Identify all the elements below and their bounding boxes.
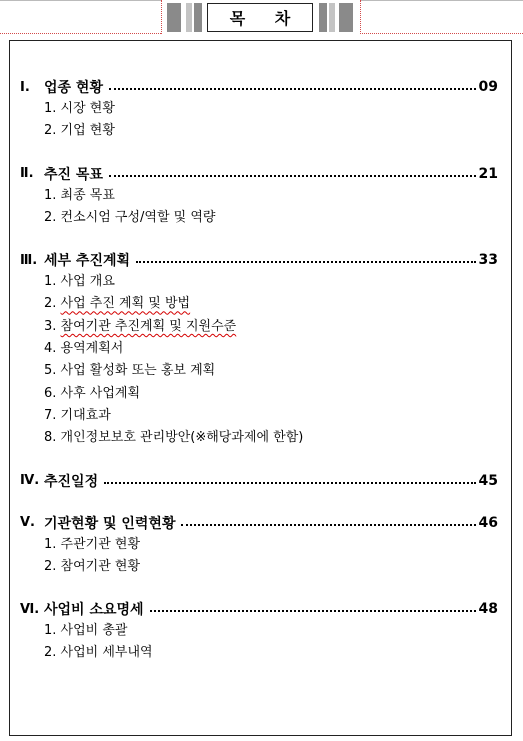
section-number: Ⅴ. bbox=[20, 515, 35, 531]
subsection-label: 개인정보보호 관리방안(※해당과제에 한함) bbox=[60, 430, 304, 446]
toc-section-heading[interactable] bbox=[20, 76, 498, 98]
toc-subsection-item[interactable] bbox=[20, 316, 498, 338]
header-bar-left-light bbox=[186, 3, 192, 32]
header-bar-right-light bbox=[329, 3, 335, 32]
section-page-number: 45 bbox=[478, 472, 498, 489]
toc-subsection-item[interactable] bbox=[20, 293, 498, 315]
dot-leader bbox=[150, 610, 476, 612]
subsection-label: 기대효과 bbox=[60, 407, 111, 423]
toc-subsection-item[interactable] bbox=[20, 642, 498, 664]
subsection-label: 시장 현황 bbox=[60, 101, 115, 116]
toc-section-heading[interactable] bbox=[20, 512, 498, 534]
section-number: Ⅳ. bbox=[20, 473, 40, 489]
subsection-number: 2. bbox=[44, 645, 57, 661]
toc-subsection-list bbox=[20, 185, 498, 230]
dot-leader bbox=[136, 261, 475, 263]
subsection-label: 용역계획서 bbox=[60, 341, 124, 357]
subsection-number: 2. bbox=[44, 558, 57, 574]
section-title: 기관현황 및 인력현황 bbox=[44, 515, 176, 532]
subsection-number: 2. bbox=[44, 209, 57, 225]
toc-subsection-item[interactable] bbox=[20, 338, 498, 360]
toc-subsection-item[interactable] bbox=[20, 120, 498, 142]
section-title: 세부 추진계획 bbox=[44, 253, 131, 270]
dot-leader bbox=[109, 88, 476, 90]
section-number: Ⅵ. bbox=[20, 601, 40, 617]
dot-leader bbox=[104, 482, 475, 484]
subsection-label: 참여기관 현황 bbox=[60, 558, 141, 574]
subsection-number: 1. bbox=[44, 187, 57, 203]
section-title: 추진일정 bbox=[44, 473, 99, 490]
subsection-label: 사후 사업계획 bbox=[60, 385, 141, 401]
subsection-label: 기업 현황 bbox=[60, 123, 115, 139]
subsection-number: 2. bbox=[44, 296, 57, 312]
section-title: 추진 목표 bbox=[44, 166, 103, 183]
toc-subsection-list bbox=[20, 620, 498, 665]
toc-section bbox=[20, 249, 498, 449]
table-of-contents bbox=[20, 76, 498, 685]
toc-subsection-item[interactable] bbox=[20, 98, 498, 120]
subsection-number: 2. bbox=[44, 123, 57, 139]
toc-subsection-item[interactable] bbox=[20, 271, 498, 293]
section-number: Ⅲ. bbox=[20, 252, 38, 268]
toc-section-heading[interactable] bbox=[20, 163, 498, 185]
section-number: Ⅰ. bbox=[20, 79, 30, 95]
toc-subsection-item[interactable] bbox=[20, 534, 498, 556]
page-title: 목 차 bbox=[207, 3, 313, 32]
toc-subsection-list bbox=[20, 98, 498, 143]
subsection-label: 최종 목표 bbox=[60, 187, 115, 203]
toc-section-heading[interactable] bbox=[20, 598, 498, 620]
subsection-label: 사업 추진 계획 및 방법 bbox=[60, 296, 191, 312]
subsection-label: 주관기관 현황 bbox=[60, 536, 141, 552]
section-title: 업종 현황 bbox=[44, 80, 103, 96]
subsection-label: 참여기관 추진계획 및 지원수준 bbox=[60, 318, 237, 334]
toc-section bbox=[20, 598, 498, 665]
subsection-label: 컨소시엄 구성/역할 및 역량 bbox=[60, 209, 216, 225]
subsection-number: 6. bbox=[44, 385, 57, 401]
toc-subsection-item[interactable] bbox=[20, 207, 498, 229]
subsection-label: 사업비 총괄 bbox=[60, 623, 128, 639]
toc-section-heading[interactable] bbox=[20, 249, 498, 271]
toc-section bbox=[20, 470, 498, 492]
subsection-number: 4. bbox=[44, 341, 57, 357]
section-page-number: 48 bbox=[478, 601, 498, 618]
subsection-number: 1. bbox=[44, 101, 57, 116]
subsection-label: 사업 개요 bbox=[60, 274, 115, 290]
toc-subsection-list bbox=[20, 534, 498, 579]
toc-section bbox=[20, 76, 498, 143]
subsection-number: 1. bbox=[44, 274, 57, 290]
toc-subsection-item[interactable] bbox=[20, 405, 498, 427]
section-title: 사업비 소요명세 bbox=[44, 602, 144, 619]
header-bar-left-mid bbox=[194, 3, 202, 32]
toc-subsection-item[interactable] bbox=[20, 620, 498, 642]
toc-subsection-item[interactable] bbox=[20, 556, 498, 578]
toc-subsection-item[interactable] bbox=[20, 360, 498, 382]
subsection-label: 사업비 세부내역 bbox=[60, 645, 153, 661]
header-bar-right-mid bbox=[319, 3, 327, 32]
dot-leader bbox=[109, 175, 476, 177]
subsection-number: 7. bbox=[44, 407, 57, 423]
section-page-number: 33 bbox=[478, 252, 498, 269]
toc-subsection-item[interactable] bbox=[20, 383, 498, 405]
toc-subsection-item[interactable] bbox=[20, 427, 498, 449]
subsection-number: 5. bbox=[44, 363, 57, 379]
toc-section-heading[interactable] bbox=[20, 470, 498, 492]
section-page-number: 09 bbox=[478, 79, 498, 95]
toc-subsection-list bbox=[20, 271, 498, 449]
subsection-number: 1. bbox=[44, 623, 57, 639]
toc-section bbox=[20, 512, 498, 579]
toc-subsection-item[interactable] bbox=[20, 185, 498, 207]
toc-section bbox=[20, 163, 498, 230]
section-page-number: 21 bbox=[478, 165, 498, 182]
header-bar-left-dark bbox=[167, 3, 181, 32]
subsection-number: 1. bbox=[44, 536, 57, 552]
subsection-number: 3. bbox=[44, 318, 57, 334]
section-page-number: 46 bbox=[478, 514, 498, 531]
section-number: Ⅱ. bbox=[20, 166, 34, 182]
subsection-label: 사업 활성화 또는 홍보 계획 bbox=[60, 363, 216, 379]
subsection-number: 8. bbox=[44, 430, 57, 446]
dot-leader bbox=[181, 524, 475, 526]
header-bar-right-dark bbox=[339, 3, 353, 32]
